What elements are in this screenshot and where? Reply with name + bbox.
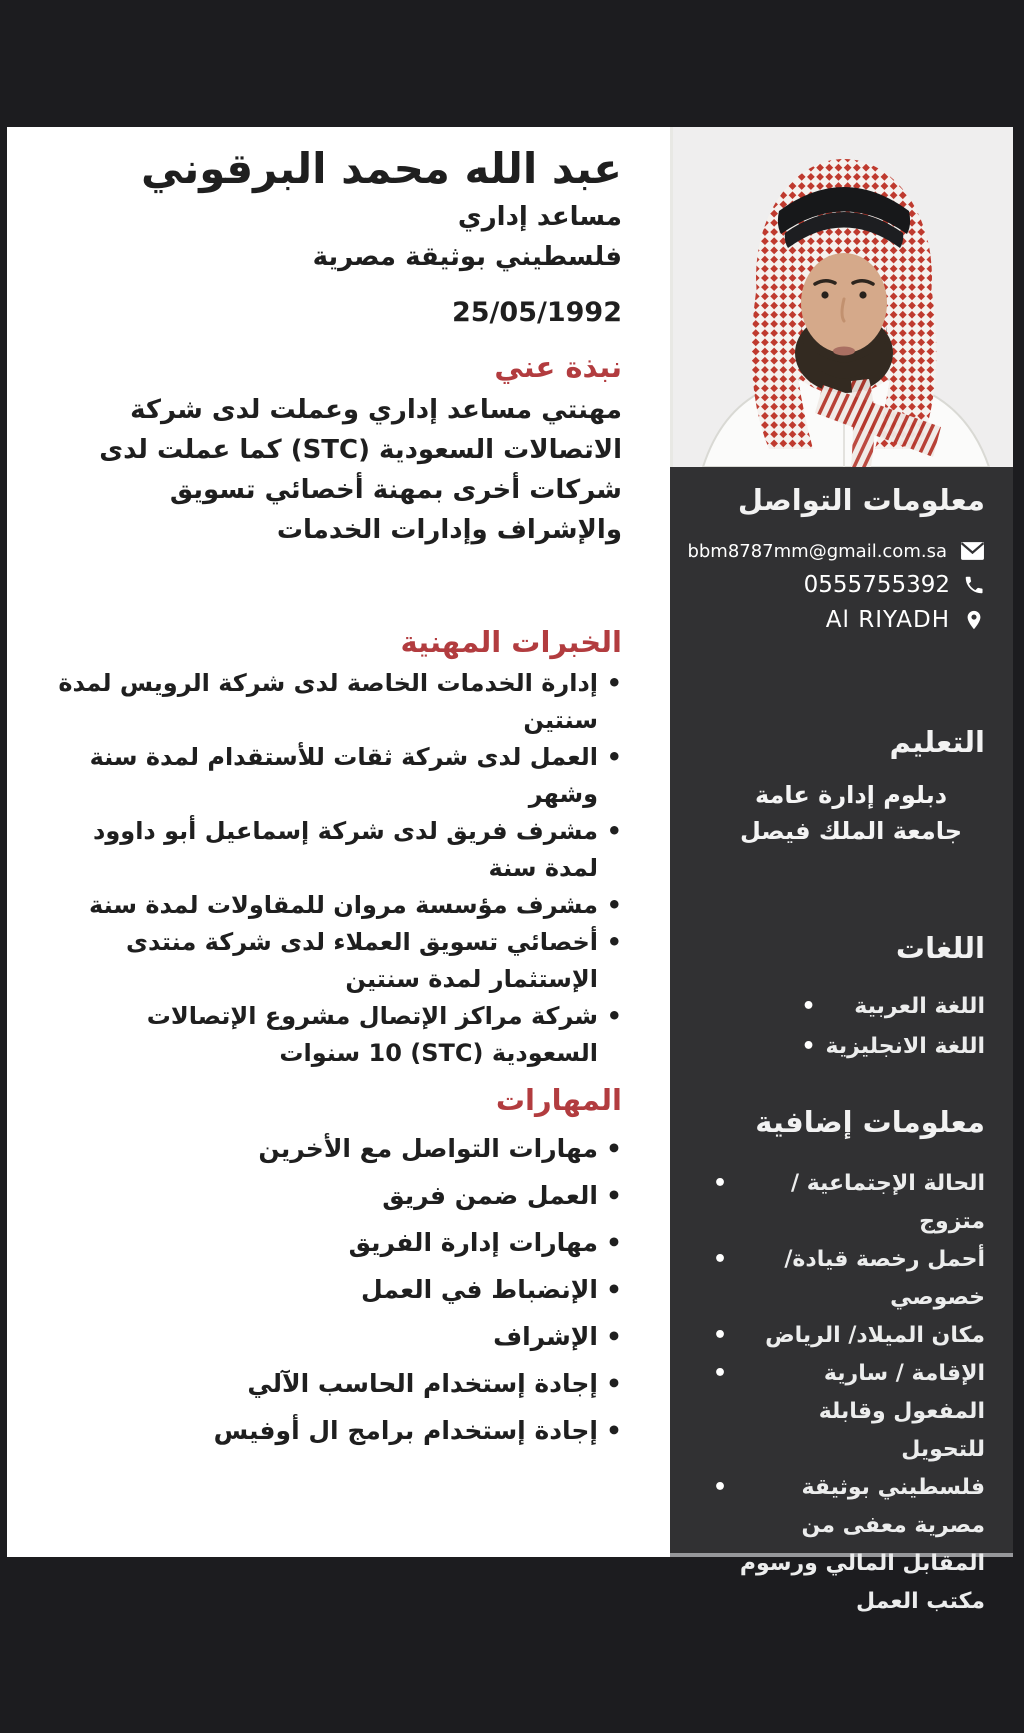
skill-item: • مهارات التواصل مع الأخرين: [33, 1132, 622, 1165]
about-heading: نبذة عني: [494, 350, 622, 384]
experience-heading: الخبرات المهنية: [400, 625, 622, 659]
education-degree: دبلوم إدارة عامة جامعة الملك فيصل: [739, 781, 963, 845]
experience-item: • العمل لدى شركة ثقات للأستقدام لمدة سنة وشهر: [33, 739, 622, 813]
additional-info-item: • مكان الميلاد/ الرياض: [711, 1317, 985, 1355]
location-pin-icon: [963, 608, 985, 632]
cv-page: [7, 127, 1013, 1614]
experience-item: • مشرف مؤسسة مروان للمقاولات لمدة سنة: [33, 887, 622, 924]
skill-item: • إجادة إستخدام الحاسب الآلي: [33, 1367, 622, 1400]
phone-icon: [963, 574, 985, 596]
skill-item: • مهارات إدارة الفريق: [33, 1226, 622, 1259]
contact-rows: [688, 535, 985, 637]
skills-heading: المهارات: [495, 1083, 622, 1117]
skills-list: [33, 1132, 622, 1447]
experience-item: • شركة مراكز الإتصال مشروع الإتصالات السعودية (STC) 10 سنوات: [33, 998, 622, 1072]
additional-info-item: • الإقامة / سارية المفعول وقابلة للتحويل: [711, 1355, 985, 1469]
experience-item: • مشرف فريق لدى شركة إسماعيل أبو داوود لمدة سنة: [33, 813, 622, 887]
language-item: • اللغة الانجليزية: [800, 1027, 986, 1067]
additional-info-item: • أحمل رخصة قيادة/ خصوصي: [711, 1241, 985, 1317]
education-heading: التعليم: [889, 725, 985, 759]
skill-item: • العمل ضمن فريق: [33, 1179, 622, 1212]
languages-heading: اللغات: [895, 931, 985, 965]
skill-item: • الإنضباط في العمل: [33, 1273, 622, 1306]
skill-item: • الإشراف: [33, 1320, 622, 1353]
experience-item: • إدارة الخدمات الخاصة لدى شركة الرويس لمدة سنتين: [33, 665, 622, 739]
contact-heading: معلومات التواصل: [737, 483, 985, 517]
additional-info-heading: معلومات إضافية: [755, 1105, 985, 1139]
skill-item: • إجادة إستخدام برامج ال أوفيس: [33, 1414, 622, 1447]
experience-item: • أخصائي تسويق العملاء لدى شركة منتدى الإستثمار لمدة سنتين: [33, 924, 622, 998]
sidebar: [670, 467, 1013, 1614]
job-title: مساعد إداري: [457, 202, 622, 232]
sidebar-content: [670, 467, 1013, 1621]
profile-photo-illustration: [673, 127, 1013, 467]
contact-email-row: [688, 535, 985, 567]
about-text: مهنتي مساعد إداري وعملت لدى شركة الاتصالات السعودية (STC) كما عملت لدى شركات أخرى بمهنة أخصائي تسويق والإشراف وإدارات الخدمات: [99, 395, 622, 545]
email-value: bbm8787mm@gmail.com.sa: [687, 540, 947, 562]
main-column: [7, 127, 672, 1557]
profile-photo: [670, 127, 1013, 467]
additional-info-list: [711, 1165, 985, 1621]
candidate-name: عبد الله محمد البرقوني: [141, 144, 622, 193]
envelope-icon: [960, 541, 985, 561]
birth-date: 25/05/1992: [451, 297, 622, 328]
additional-info-item: • فلسطيني بوثيقة مصرية معفى من المقابل المالي ورسوم مكتب العمل: [711, 1469, 985, 1621]
language-item: • اللغة العربية: [800, 987, 986, 1027]
nationality-line: فلسطيني بوثيقة مصرية: [312, 242, 622, 272]
experience-list: [33, 665, 622, 1072]
phone-value: 0555755392: [803, 571, 950, 598]
city-value: Al RIYADH: [825, 606, 950, 633]
contact-location-row: [688, 602, 985, 637]
contact-phone-row: [688, 567, 985, 602]
languages-list: [800, 987, 986, 1067]
additional-info-item: • الحالة الإجتماعية / متزوج: [711, 1165, 985, 1241]
